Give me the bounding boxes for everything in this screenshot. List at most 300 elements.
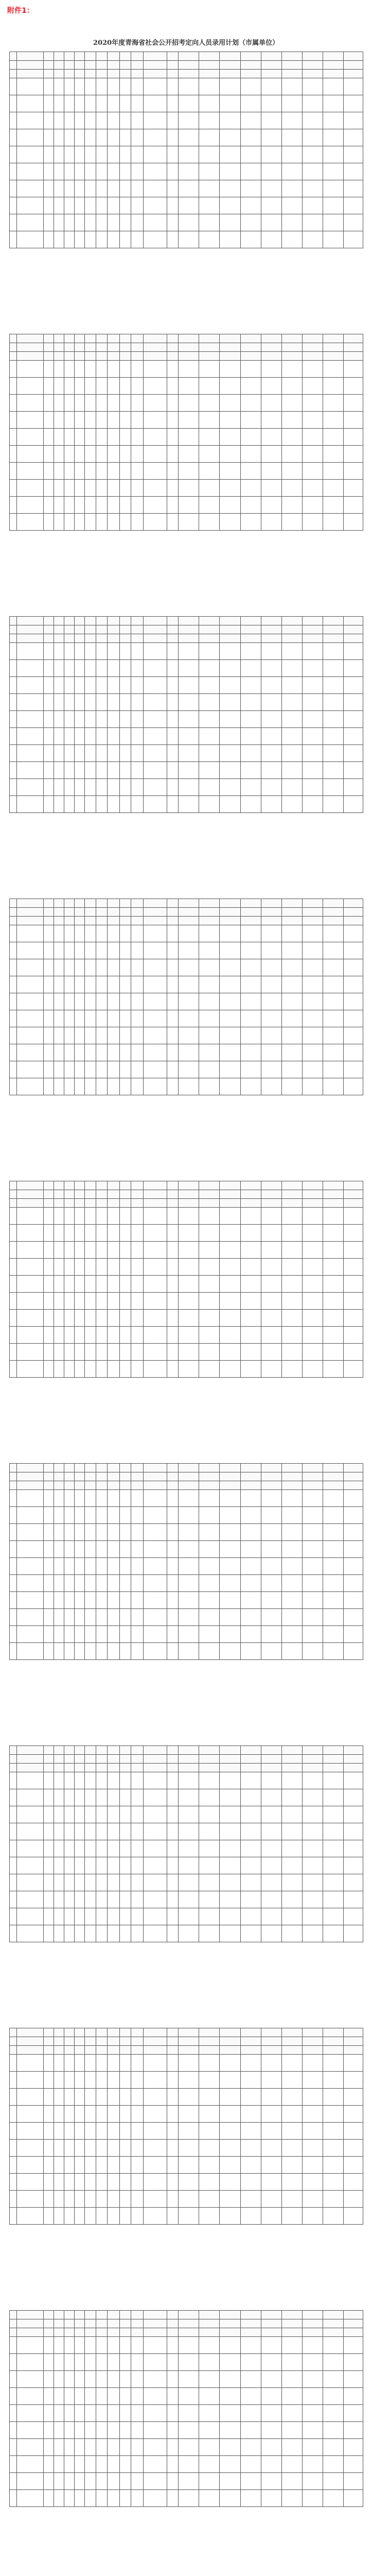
table-cell: [199, 1789, 220, 1806]
table-cell: [64, 1507, 75, 1524]
header-cell: [302, 2037, 323, 2046]
table-cell: [343, 2371, 363, 2388]
table-cell: [240, 1078, 261, 1095]
header-cell: [323, 2311, 343, 2319]
table-cell: [281, 2388, 302, 2405]
table-cell: [144, 2473, 167, 2490]
table-cell: [261, 959, 281, 976]
header-cell: [220, 1190, 240, 1199]
table-cell: [131, 361, 144, 378]
table-cell: [167, 779, 179, 796]
table-cell: [167, 1061, 179, 1078]
table-cell: [167, 1626, 179, 1643]
recruitment-table: [9, 616, 363, 813]
table-cell: [54, 2439, 64, 2456]
table-cell: [96, 231, 108, 248]
table-cell: [144, 1327, 167, 1344]
table-cell: [85, 1575, 96, 1592]
header-cell: [85, 1764, 96, 1772]
table-cell: [199, 514, 220, 531]
table-cell: [343, 694, 363, 711]
table-cell: [120, 2123, 131, 2140]
table-cell: [17, 925, 44, 942]
table-cell: [343, 1857, 363, 1874]
table-cell: [261, 1874, 281, 1891]
table-cell: [85, 2106, 96, 2123]
header-cell: [120, 352, 131, 361]
table-cell: [10, 1891, 17, 1908]
table-cell: [261, 1772, 281, 1789]
table-cell: [75, 1225, 85, 1242]
table-cell: [261, 146, 281, 163]
table-cell: [281, 976, 302, 993]
table-cell: [64, 728, 75, 745]
header-cell: [131, 1464, 144, 1472]
table-cell: [17, 2106, 44, 2123]
table-cell: [96, 361, 108, 378]
table-cell: [323, 1806, 343, 1823]
table-cell: [167, 446, 179, 463]
header-cell: [261, 352, 281, 361]
table-cell: [343, 1541, 363, 1558]
table-cell: [199, 1225, 220, 1242]
table-cell: [131, 2371, 144, 2388]
table-cell: [240, 1361, 261, 1378]
table-cell: [75, 180, 85, 197]
table-cell: [131, 1806, 144, 1823]
header-cell: [220, 634, 240, 643]
table-cell: [167, 1772, 179, 1789]
table-cell: [144, 1027, 167, 1044]
table-row: [10, 2174, 363, 2191]
table-cell: [75, 78, 85, 95]
table-cell: [54, 2371, 64, 2388]
header-cell: [343, 1199, 363, 1208]
header-cell: [17, 2028, 44, 2037]
header-cell: [54, 899, 64, 908]
table-cell: [10, 1908, 17, 1925]
table-cell: [120, 1874, 131, 1891]
table-cell: [108, 480, 120, 497]
table-cell: [302, 2208, 323, 2225]
table-cell: [131, 2174, 144, 2191]
table-row: [10, 214, 363, 231]
table-cell: [179, 660, 199, 677]
table-cell: [10, 1609, 17, 1626]
recruitment-table: [9, 1181, 363, 1378]
table-cell: [343, 214, 363, 231]
table-cell: [261, 976, 281, 993]
table-cell: [220, 463, 240, 480]
table-cell: [323, 925, 343, 942]
table-cell: [323, 2072, 343, 2089]
table-cell: [96, 959, 108, 976]
table-cell: [261, 2456, 281, 2473]
header-cell: [108, 1481, 120, 1490]
table-cell: [343, 762, 363, 779]
table-cell: [343, 2473, 363, 2490]
table-cell: [44, 480, 54, 497]
table-cell: [261, 2208, 281, 2225]
table-cell: [108, 1626, 120, 1643]
table-cell: [199, 214, 220, 231]
table-cell: [167, 2422, 179, 2439]
table-cell: [240, 2337, 261, 2354]
table-cell: [220, 728, 240, 745]
table-cell: [199, 2191, 220, 2208]
table-cell: [323, 412, 343, 429]
table-cell: [17, 1789, 44, 1806]
table-cell: [240, 942, 261, 959]
table-cell: [85, 1772, 96, 1789]
table-cell: [144, 1891, 167, 1908]
table-cell: [281, 2089, 302, 2106]
table-cell: [179, 2208, 199, 2225]
table-cell: [75, 2422, 85, 2439]
table-cell: [120, 1276, 131, 1293]
table-cell: [17, 1490, 44, 1507]
table-cell: [167, 163, 179, 180]
table-cell: [131, 412, 144, 429]
table-cell: [10, 146, 17, 163]
table-cell: [108, 95, 120, 112]
table-cell: [131, 1857, 144, 1874]
table-cell: [64, 1010, 75, 1027]
table-cell: [120, 231, 131, 248]
header-cell: [220, 61, 240, 70]
table-cell: [96, 1276, 108, 1293]
table-header-row: [10, 1464, 363, 1472]
header-cell: [261, 334, 281, 343]
table-cell: [44, 2055, 54, 2072]
table-cell: [323, 480, 343, 497]
table-cell: [240, 660, 261, 677]
table-cell: [108, 463, 120, 480]
table-cell: [75, 677, 85, 694]
table-cell: [343, 1891, 363, 1908]
table-page: [9, 1181, 363, 1378]
table-cell: [131, 993, 144, 1010]
table-cell: [199, 2072, 220, 2089]
table-cell: [64, 2490, 75, 2507]
table-cell: [75, 2388, 85, 2405]
table-row: [10, 1575, 363, 1592]
table-cell: [120, 2157, 131, 2174]
header-cell: [240, 1746, 261, 1755]
table-cell: [302, 1027, 323, 1044]
table-cell: [144, 2123, 167, 2140]
table-cell: [220, 1044, 240, 1061]
table-cell: [75, 1626, 85, 1643]
header-cell: [199, 1464, 220, 1472]
table-cell: [75, 1044, 85, 1061]
header-cell: [144, 2328, 167, 2337]
table-cell: [179, 1327, 199, 1344]
table-cell: [54, 2422, 64, 2439]
table-cell: [75, 1327, 85, 1344]
table-page: [9, 52, 363, 248]
table-cell: [302, 2089, 323, 2106]
table-cell: [17, 129, 44, 146]
table-cell: [96, 1208, 108, 1225]
table-row: [10, 146, 363, 163]
table-cell: [108, 1225, 120, 1242]
table-cell: [144, 1061, 167, 1078]
table-cell: [199, 959, 220, 976]
header-cell: [302, 1199, 323, 1208]
header-cell: [10, 908, 17, 917]
table-cell: [108, 1891, 120, 1908]
table-cell: [17, 1626, 44, 1643]
header-cell: [167, 2028, 179, 2037]
attachment-label: 附件1：: [7, 7, 34, 15]
table-cell: [85, 395, 96, 412]
table-cell: [17, 1208, 44, 1225]
header-cell: [10, 1199, 17, 1208]
table-cell: [199, 925, 220, 942]
table-cell: [199, 2337, 220, 2354]
table-cell: [240, 1558, 261, 1575]
table-cell: [220, 959, 240, 976]
table-cell: [302, 146, 323, 163]
table-cell: [64, 180, 75, 197]
header-cell: [220, 617, 240, 625]
header-cell: [240, 2319, 261, 2328]
table-cell: [261, 1044, 281, 1061]
header-cell: [17, 343, 44, 352]
header-cell: [302, 1746, 323, 1755]
table-row: [10, 2337, 363, 2354]
table-cell: [108, 1592, 120, 1609]
table-cell: [96, 146, 108, 163]
table-row: [10, 2089, 363, 2106]
table-cell: [131, 112, 144, 129]
table-cell: [323, 2337, 343, 2354]
table-cell: [131, 2405, 144, 2422]
table-cell: [44, 2490, 54, 2507]
header-cell: [54, 2028, 64, 2037]
table-cell: [17, 942, 44, 959]
table-cell: [167, 745, 179, 762]
table-row: [10, 2123, 363, 2140]
table-cell: [281, 1310, 302, 1327]
table-cell: [167, 146, 179, 163]
header-cell: [17, 1472, 44, 1481]
table-cell: [10, 1276, 17, 1293]
table-cell: [75, 1609, 85, 1626]
table-cell: [64, 446, 75, 463]
table-cell: [75, 1027, 85, 1044]
table-cell: [44, 197, 54, 214]
table-cell: [75, 925, 85, 942]
table-cell: [75, 1541, 85, 1558]
header-cell: [343, 1764, 363, 1772]
header-cell: [323, 1190, 343, 1199]
table-cell: [281, 2354, 302, 2371]
table-cell: [108, 2072, 120, 2089]
table-cell: [44, 146, 54, 163]
table-cell: [199, 1823, 220, 1840]
table-cell: [220, 2371, 240, 2388]
table-cell: [120, 1361, 131, 1378]
table-cell: [120, 728, 131, 745]
table-cell: [343, 1490, 363, 1507]
header-cell: [261, 2328, 281, 2337]
table-cell: [302, 1643, 323, 1660]
table-cell: [131, 2140, 144, 2157]
table-cell: [108, 1027, 120, 1044]
table-cell: [96, 2072, 108, 2089]
header-cell: [85, 1472, 96, 1481]
table-cell: [144, 378, 167, 395]
table-cell: [144, 429, 167, 446]
header-cell: [75, 52, 85, 61]
header-cell: [240, 1190, 261, 1199]
table-cell: [199, 2388, 220, 2405]
table-cell: [220, 112, 240, 129]
table-cell: [199, 1044, 220, 1061]
header-cell: [85, 2328, 96, 2337]
table-cell: [144, 694, 167, 711]
table-cell: [240, 2089, 261, 2106]
header-cell: [64, 1746, 75, 1755]
table-row: [10, 2208, 363, 2225]
table-cell: [240, 1344, 261, 1361]
table-cell: [281, 1592, 302, 1609]
header-cell: [167, 343, 179, 352]
table-cell: [261, 231, 281, 248]
recruitment-table: [9, 334, 363, 531]
table-cell: [54, 1857, 64, 1874]
table-cell: [44, 1541, 54, 1558]
header-cell: [17, 61, 44, 70]
table-cell: [199, 2354, 220, 2371]
header-cell: [131, 917, 144, 925]
header-cell: [85, 2311, 96, 2319]
table-cell: [75, 1772, 85, 1789]
table-cell: [54, 660, 64, 677]
table-row: [10, 2055, 363, 2072]
table-row: [10, 1524, 363, 1541]
table-cell: [199, 694, 220, 711]
header-cell: [167, 1472, 179, 1481]
table-cell: [96, 78, 108, 95]
table-cell: [75, 1840, 85, 1857]
table-cell: [199, 643, 220, 660]
table-cell: [54, 378, 64, 395]
table-cell: [179, 78, 199, 95]
header-cell: [54, 2328, 64, 2337]
table-cell: [131, 1925, 144, 1942]
table-cell: [44, 2473, 54, 2490]
header-cell: [240, 625, 261, 634]
header-cell: [64, 1472, 75, 1481]
header-cell: [281, 2319, 302, 2328]
header-cell: [179, 1481, 199, 1490]
header-cell: [131, 334, 144, 343]
recruitment-table: [9, 2310, 363, 2507]
header-cell: [144, 908, 167, 917]
table-row: [10, 78, 363, 95]
table-cell: [302, 762, 323, 779]
table-cell: [64, 2439, 75, 2456]
table-cell: [17, 1643, 44, 1660]
table-cell: [323, 2388, 343, 2405]
header-cell: [44, 634, 54, 643]
table-cell: [44, 925, 54, 942]
table-cell: [179, 1361, 199, 1378]
table-cell: [167, 197, 179, 214]
table-cell: [131, 762, 144, 779]
table-cell: [167, 214, 179, 231]
header-cell: [323, 2037, 343, 2046]
header-cell: [131, 2319, 144, 2328]
header-cell: [167, 1481, 179, 1490]
table-cell: [17, 694, 44, 711]
table-cell: [281, 1010, 302, 1027]
table-cell: [167, 1361, 179, 1378]
table-cell: [96, 1558, 108, 1575]
table-cell: [302, 976, 323, 993]
table-cell: [17, 1225, 44, 1242]
table-cell: [179, 2089, 199, 2106]
table-cell: [261, 762, 281, 779]
table-cell: [240, 925, 261, 942]
table-cell: [302, 694, 323, 711]
table-cell: [17, 2405, 44, 2422]
header-cell: [199, 899, 220, 908]
table-cell: [343, 1558, 363, 1575]
table-cell: [131, 2422, 144, 2439]
table-cell: [144, 1575, 167, 1592]
table-cell: [179, 2072, 199, 2089]
table-cell: [108, 446, 120, 463]
table-cell: [261, 2123, 281, 2140]
table-cell: [302, 1259, 323, 1276]
header-cell: [220, 899, 240, 908]
header-cell: [64, 70, 75, 78]
table-cell: [144, 180, 167, 197]
table-cell: [131, 2157, 144, 2174]
header-cell: [281, 352, 302, 361]
table-cell: [54, 2072, 64, 2089]
header-cell: [144, 334, 167, 343]
table-cell: [220, 1027, 240, 1044]
table-cell: [10, 231, 17, 248]
header-cell: [179, 61, 199, 70]
table-cell: [10, 1242, 17, 1259]
table-cell: [64, 660, 75, 677]
table-cell: [323, 2354, 343, 2371]
table-cell: [131, 1344, 144, 1361]
table-cell: [302, 677, 323, 694]
table-cell: [167, 1857, 179, 1874]
header-cell: [131, 617, 144, 625]
table-cell: [167, 1276, 179, 1293]
table-cell: [179, 1575, 199, 1592]
table-cell: [261, 677, 281, 694]
table-cell: [44, 429, 54, 446]
header-cell: [343, 1746, 363, 1755]
table-cell: [220, 146, 240, 163]
table-row: [10, 95, 363, 112]
table-cell: [281, 1078, 302, 1095]
table-page: [9, 334, 363, 531]
table-cell: [108, 1344, 120, 1361]
table-cell: [167, 1840, 179, 1857]
table-cell: [44, 2072, 54, 2089]
table-cell: [44, 1592, 54, 1609]
